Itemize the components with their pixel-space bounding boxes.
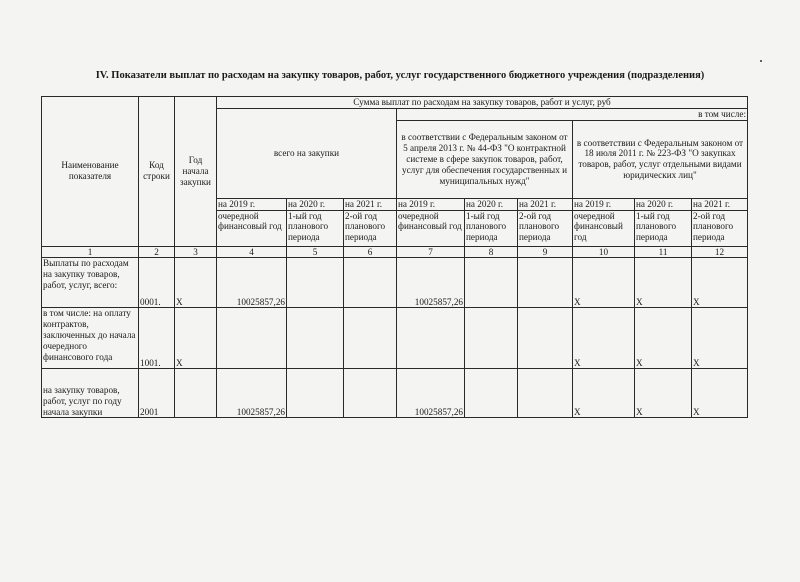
row-code: 2001 [139,369,175,418]
row-name: Выплаты по расходам на закупку товаров, работ, услуг, всего: [42,258,139,308]
row-value: X [635,308,692,369]
period-cell: 1-ый год планового периода [287,210,344,246]
period-cell: 2-ой год планового периода [692,210,748,246]
col-number: 7 [397,246,465,258]
row-value [397,308,465,369]
row-code: 0001. [139,258,175,308]
header-incl: в том числе: [397,108,748,120]
col-number: 9 [518,246,573,258]
col-number: 6 [344,246,397,258]
row-value: X [692,369,748,418]
header-code: Код строки [139,97,175,247]
row-value: X [635,369,692,418]
period-cell: очередной финансовый год [217,210,287,246]
row-year [175,369,217,418]
row-value [287,369,344,418]
row-value: X [635,258,692,308]
period-cell: 2-ой год планового периода [518,210,573,246]
row-value: X [692,258,748,308]
col-number: 5 [287,246,344,258]
year-cell: на 2021 г. [692,198,748,210]
row-value [518,369,573,418]
year-cell: на 2019 г. [397,198,465,210]
row-value [344,369,397,418]
col-number: 2 [139,246,175,258]
scan-speck [760,60,762,62]
row-value [465,258,518,308]
row-value: 10025857,26 [397,258,465,308]
year-cell: на 2021 г. [344,198,397,210]
period-cell: очередной финансовый год [397,210,465,246]
period-cell: 1-ый год планового периода [465,210,518,246]
col-number: 10 [573,246,635,258]
year-cell: на 2019 г. [217,198,287,210]
col-number: 4 [217,246,287,258]
row-value: X [573,258,635,308]
col-number: 8 [465,246,518,258]
row-value: 10025857,26 [217,258,287,308]
header-name: Наименование показателя [42,97,139,247]
row-value [344,308,397,369]
row-value [344,258,397,308]
header-total: всего на закупки [217,108,397,198]
row-year: X [175,258,217,308]
header-law44: в соответствии с Федеральным законом от 5 апреля 2013 г. № 44-ФЗ "О контрактной системе в сфере закупок товаров, работ, услуг для обеспечения государственных и муниципальных нужд" [397,120,573,198]
row-value [518,308,573,369]
column-number-row [42,246,748,258]
row-value: X [573,369,635,418]
row-value [287,308,344,369]
col-number: 1 [42,246,139,258]
table-row [42,308,748,369]
year-cell: на 2019 г. [573,198,635,210]
period-cell: очередной финансовый год [573,210,635,246]
payments-table [41,96,748,418]
row-code: 1001. [139,308,175,369]
col-number: 12 [692,246,748,258]
row-value [465,369,518,418]
row-value: 10025857,26 [217,369,287,418]
row-value: 10025857,26 [397,369,465,418]
year-cell: на 2021 г. [518,198,573,210]
row-name: на закупку товаров, работ, услуг по году начала закупки [42,369,139,418]
table-row [42,369,748,418]
row-value: X [573,308,635,369]
header-sum: Сумма выплат по расходам на закупку товаров, работ и услуг, руб [217,97,748,109]
col-number: 11 [635,246,692,258]
row-value: X [692,308,748,369]
row-value [287,258,344,308]
header-law223: в соответствии с Федеральным законом от 18 июля 2011 г. № 223-ФЗ "О закупках товаров, работ, услуг отдельными видами юридических лиц" [573,120,748,198]
row-name: в том числе: на оплату контрактов, заключенных до начала очередного финансового года [42,308,139,369]
year-cell: на 2020 г. [635,198,692,210]
row-value [465,308,518,369]
row-value [518,258,573,308]
col-number: 3 [175,246,217,258]
period-cell: 2-ой год планового периода [344,210,397,246]
row-value [217,308,287,369]
header-year: Год начала закупки [175,97,217,247]
period-cell: 1-ый год планового периода [635,210,692,246]
year-cell: на 2020 г. [465,198,518,210]
section-title: IV. Показатели выплат по расходам на закупку товаров, работ, услуг государственного бюджетного учреждения (подразделения) [95,70,705,81]
table-row [42,258,748,308]
year-cell: на 2020 г. [287,198,344,210]
row-year: X [175,308,217,369]
